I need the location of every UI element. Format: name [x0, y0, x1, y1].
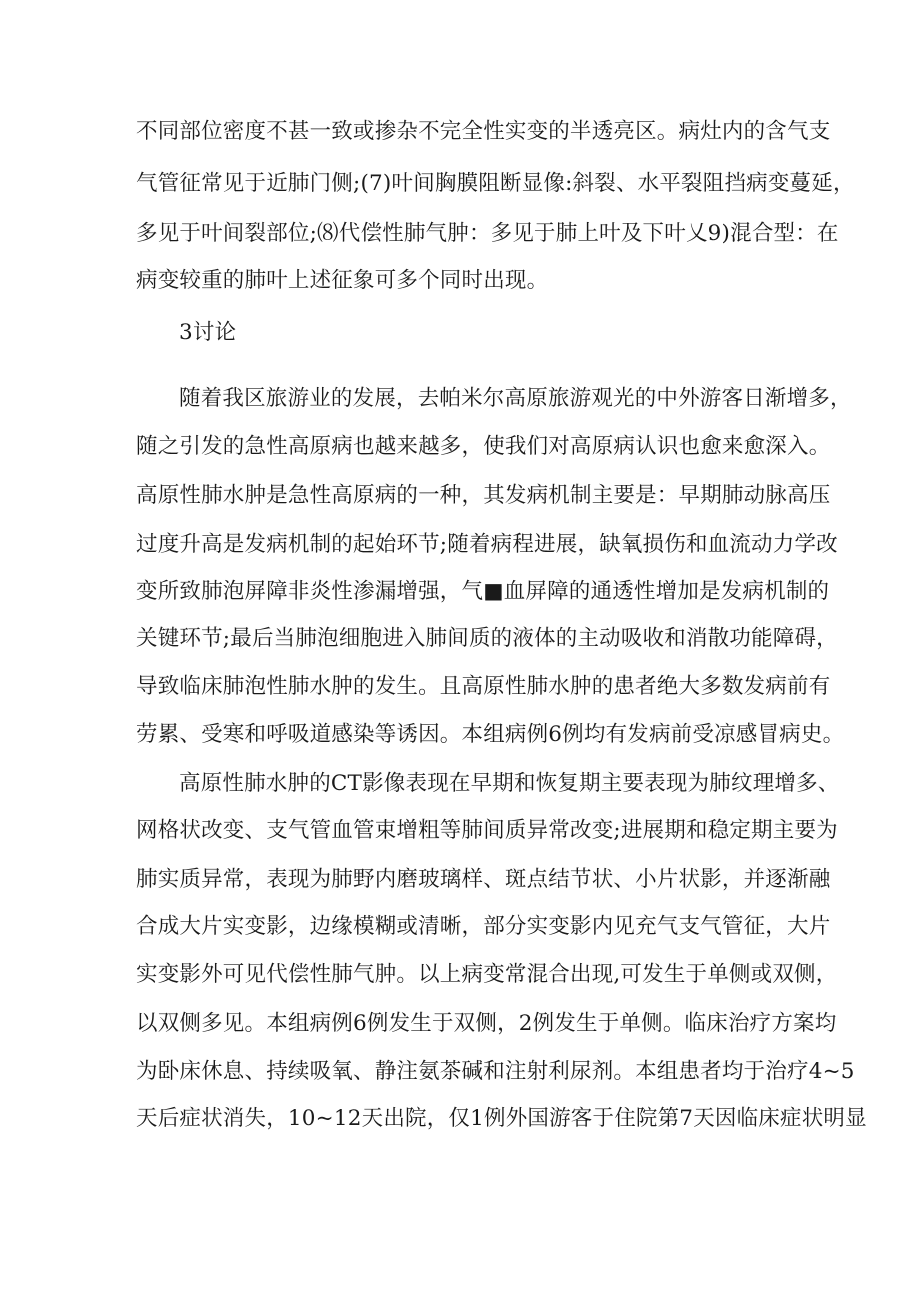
paragraph-2-line-5: 变所致肺泡屏障非炎性渗漏增强，气■血屏障的通透性增加是发病机制的: [136, 579, 830, 604]
paragraph-3-line-2: 网格状改变、支气管血管束增粗等肺间质异常改变;进展期和稳定期主要为: [136, 818, 838, 843]
paragraph-3-line-4: 合成大片实变影，边缘模糊或清晰，部分实变影内见充气支气管征，大片: [136, 914, 831, 939]
paragraph-2-line-4: 过度升高是发病机制的起始环节;随着病程进展，缺氧损伤和血流动力学改: [136, 532, 838, 557]
paragraph-2-line-2: 随之引发的急性高原病也越来越多，使我们对高原病认识也愈来愈深入。: [136, 434, 831, 459]
paragraph-1-line-3: 多见于叶间裂部位;⑻代偿性肺气肿：多见于肺上叶及下叶乂9)混合型：在: [136, 221, 839, 246]
paragraph-3-line-6: 以双侧多见。本组病例6例发生于双侧，2例发生于单侧。临床治疗方案均: [136, 1011, 837, 1036]
paragraph-2-line-8: 劳累、受寒和呼吸道感染等诱因。本组病例6例均有发病前受凉感冒病史。: [136, 722, 845, 747]
paragraph-2-line-1: 随着我区旅游业的发展，去帕米尔高原旅游观光的中外游客日渐增多，: [179, 386, 852, 411]
paragraph-2-line-3: 高原性肺水肿是急性高原病的一种，其发病机制主要是：早期肺动脉高压: [136, 483, 831, 508]
section-heading: 3讨论: [179, 320, 237, 345]
paragraph-3-line-5: 实变影外可见代偿性肺气肿。以上病变常混合出现,可发生于单侧或双侧，: [136, 962, 838, 987]
paragraph-3-line-3: 肺实质异常，表现为肺野内磨玻璃样、斑点结节状、小片状影，并逐渐融: [136, 867, 831, 892]
paragraph-1-line-4: 病变较重的肺叶上述征象可多个同时出现。: [136, 268, 549, 293]
paragraph-3-line-7: 为卧床休息、持续吸氧、静注氨茶碱和注射利尿剂。本组患者均于治疗4~5: [136, 1059, 855, 1084]
paragraph-3-line-1: 高原性肺水肿的CT影像表现在早期和恢复期主要表现为肺纹理增多、: [179, 771, 840, 796]
paragraph-1-line-1: 不同部位密度不甚一致或掺杂不完全性实变的半透亮区。病灶内的含气支: [136, 119, 831, 144]
paragraph-1-line-2: 气管征常见于近肺门侧;(7)叶间胸膜阻断显像:斜裂、水平裂阻挡病变蔓延，: [136, 171, 855, 196]
paragraph-2-line-7: 导致临床肺泡性肺水肿的发生。且高原性肺水肿的患者绝大多数发病前有: [136, 674, 831, 699]
paragraph-3-line-8: 天后症状消失，10~12天出院，仅1例外国游客于住院第7天因临床症状明显: [136, 1106, 867, 1131]
paragraph-2-line-6: 关键环节;最后当肺泡细胞进入肺间质的液体的主动吸收和消散功能障碍，: [136, 626, 838, 651]
